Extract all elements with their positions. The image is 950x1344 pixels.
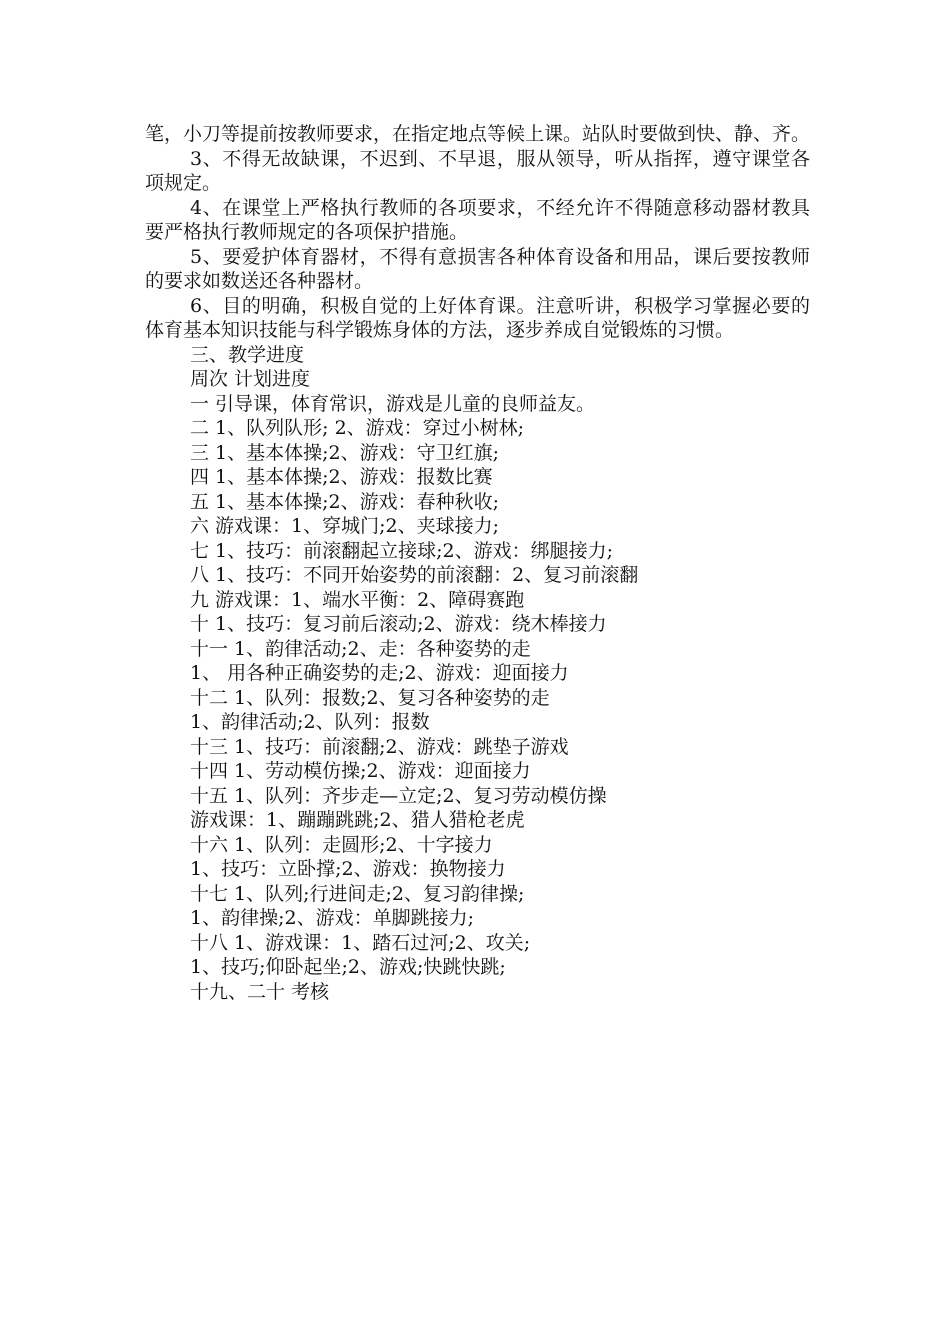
schedule-row: 十一 1、韵律活动;2、走：各种姿势的走 (190, 637, 531, 660)
schedule-row: 十三 1、技巧：前滚翻;2、游戏：跳垫子游戏 (190, 735, 569, 758)
schedule-row: 1、技巧：立卧撑;2、游戏：换物接力 (190, 858, 506, 880)
schedule-row: 1、韵律活动;2、队列：报数 (190, 711, 430, 733)
schedule-row: 二 1、队列队形; 2、游戏：穿过小树林; (190, 417, 525, 439)
schedule-list (145, 392, 810, 1005)
schedule-row: 十四 1、劳动模仿操;2、游戏：迎面接力 (190, 760, 531, 782)
schedule-row: 1、韵律操;2、游戏：单脚跳接力; (190, 907, 474, 929)
schedule-row: 十二 1、队列：报数;2、复习各种姿势的走 (190, 686, 550, 709)
schedule-row: 一 引导课，体育常识，游戏是儿童的良师益友。 (190, 392, 596, 415)
paragraph-rule-4: 4、在课堂上严格执行教师的各项要求，不经允许不得随意移动器材教具要严格执行教师规定的各项保护措施。 (145, 196, 810, 243)
paragraph-rules-continued: 笔，小刀等提前按教师要求，在指定地点等候上课。站队时要做到快、静、齐。 (145, 123, 811, 145)
schedule-row: 十七 1、队列;行进间走;2、复习韵律操; (190, 882, 525, 905)
document-body (145, 122, 810, 1004)
section-title: 三、教学进度 (190, 343, 305, 366)
schedule-header: 周次 计划进度 (190, 368, 311, 390)
schedule-row: 游戏课：1、蹦蹦跳跳;2、猎人猎枪老虎 (190, 809, 525, 831)
paragraph-rule-3: 3、不得无故缺课，不迟到、不早退，服从领导，听从指挥，遵守课堂各项规定。 (145, 147, 810, 194)
schedule-row: 七 1、技巧：前滚翻起立接球;2、游戏：绑腿接力; (190, 539, 614, 562)
schedule-row: 十九、二十 考核 (190, 980, 330, 1003)
schedule-row: 九 游戏课：1、端水平衡：2、障碍赛跑 (190, 588, 525, 611)
schedule-row: 1、技巧;仰卧起坐;2、游戏;快跳快跳; (190, 956, 506, 978)
schedule-row: 1、 用各种正确姿势的走;2、游戏：迎面接力 (190, 662, 569, 684)
schedule-row: 三 1、基本体操;2、游戏：守卫红旗; (190, 441, 500, 464)
schedule-row: 十 1、技巧：复习前后滚动;2、游戏：绕木棒接力 (190, 613, 607, 635)
schedule-row: 六 游戏课：1、穿城门;2、夹球接力; (190, 515, 500, 537)
schedule-row: 八 1、技巧：不同开始姿势的前滚翻：2、复习前滚翻 (190, 564, 639, 586)
paragraph-rule-5: 5、要爱护体育器材，不得有意损害各种体育设备和用品，课后要按教师的要求如数送还各种器材。 (145, 245, 810, 292)
schedule-row: 十八 1、游戏课：1、踏石过河;2、攻关; (190, 931, 531, 954)
schedule-row: 十六 1、队列：走圆形;2、十字接力 (190, 833, 493, 856)
schedule-row: 十五 1、队列：齐步走—立定;2、复习劳动模仿操 (190, 784, 607, 807)
schedule-row: 五 1、基本体操;2、游戏：春种秋收; (190, 490, 500, 513)
paragraph-rule-6: 6、目的明确，积极自觉的上好体育课。注意听讲，积极学习掌握必要的体育基本知识技能与科学锻炼身体的方法，逐步养成自觉锻炼的习惯。 (145, 294, 810, 341)
schedule-row: 四 1、基本体操;2、游戏：报数比赛 (190, 466, 493, 488)
